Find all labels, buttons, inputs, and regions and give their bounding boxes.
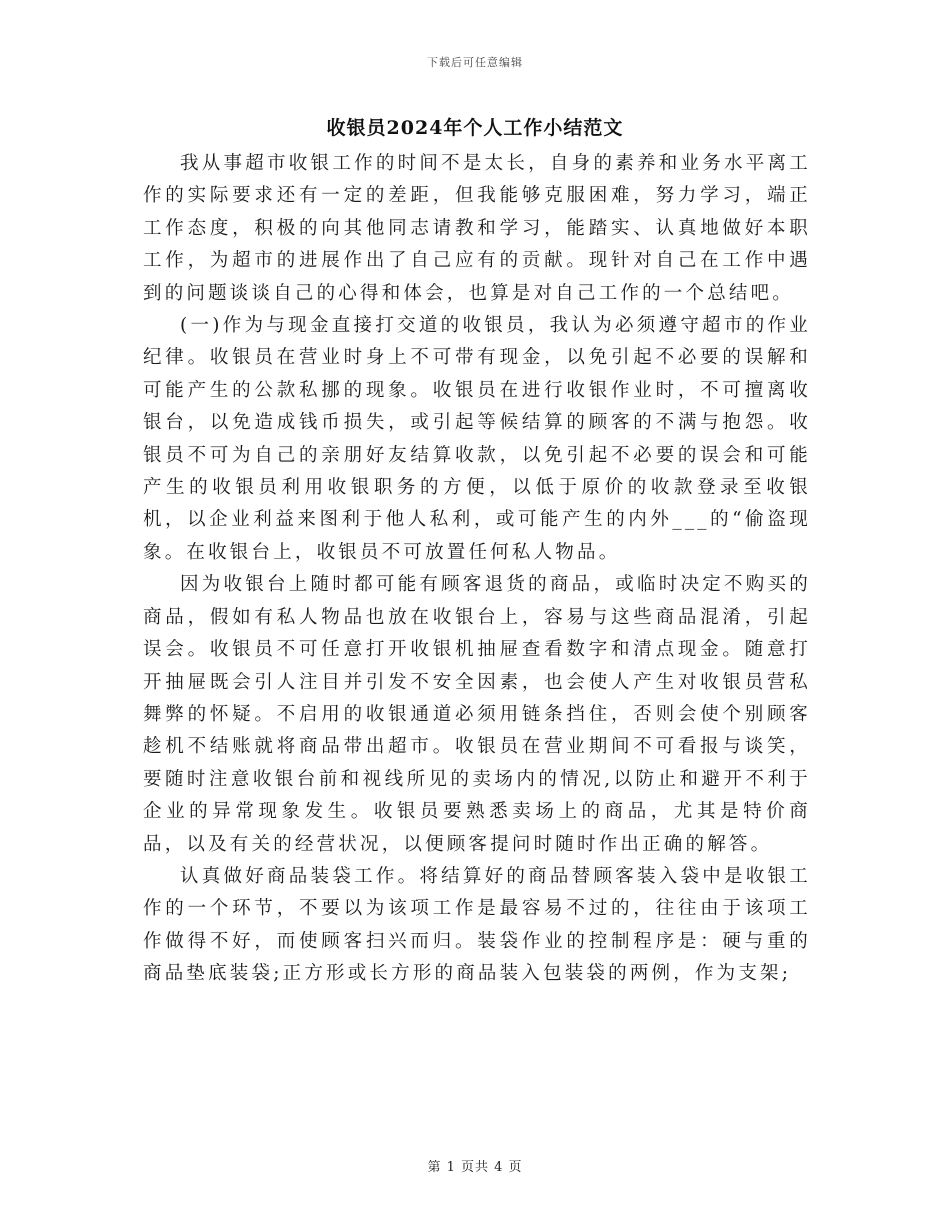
- header-note: 下载后可任意编辑: [427, 56, 523, 69]
- page-number: 第 1 页共 4 页: [427, 1160, 523, 1175]
- document-title: 收银员2024年个人工作小结范文: [326, 117, 624, 139]
- paragraph-section-one: (一)作为与现金直接打交道的收银员，我认为必须遵守超市的作业纪律。收银员在营业时身上不可带有现金，以免引起不必要的误解和可能产生的公款私挪的现象。收银员在进行收银作业时，不可擅离收银台，以免造成钱币损失，或引起等候结算的顾客的不满与抱怨。收银员不可为自己的亲朋好友结算收款，以免引起不必要的误会和可能产生的收银员利用收银职务的方便，以低于原价的收款登录至收银机，以企业利益来图利于他人私利，或可能产生的内外___的“偷盗现象。在收银台上，收银员不可放置任何私人物品。: [143, 315, 811, 563]
- document-body: [143, 148, 811, 991]
- paragraph-bagging: 认真做好商品装袋工作。将结算好的商品替顾客装入袋中是收银工作的一个环节，不要以为该项工作是最容易不过的，往往由于该项工作做得不好，而使顾客扫兴而归。装袋作业的控制程序是：硬与重的商品垫底装袋;正方形或长方形的商品装入包装袋的两例，作为支架;: [143, 865, 811, 985]
- paragraph-intro: 我从事超市收银工作的时间不是太长，自身的素养和业务水平离工作的实际要求还有一定的差距，但我能够克服困难，努力学习，端正工作态度，积极的向其他同志请教和学习，能踏实、认真地做好本职工作，为超市的进展作出了自己应有的贡献。现针对自己在工作中遇到的问题谈谈自己的心得和体会，也算是对自己工作的一个总结吧。: [143, 153, 811, 304]
- paragraph-cashier-desk: 因为收银台上随时都可能有顾客退货的商品，或临时决定不购买的商品，假如有私人物品也放在收银台上，容易与这些商品混淆，引起误会。收银员不可任意打开收银机抽屉查看数字和清点现金。随意打开抽屉既会引人注目并引发不安全因素，也会使人产生对收银员营私舞弊的怀疑。不启用的收银通道必须用链条挡住，否则会使个别顾客趁机不结账就将商品带出超市。收银员在营业期间不可看报与谈笑，要随时注意收银台前和视线所见的卖场内的情况,以防止和避开不利于企业的异常现象发生。收银员要熟悉卖场上的商品，尤其是特价商品，以及有关的经营状况，以便顾客提问时随时作出正确的解答。: [143, 574, 811, 855]
